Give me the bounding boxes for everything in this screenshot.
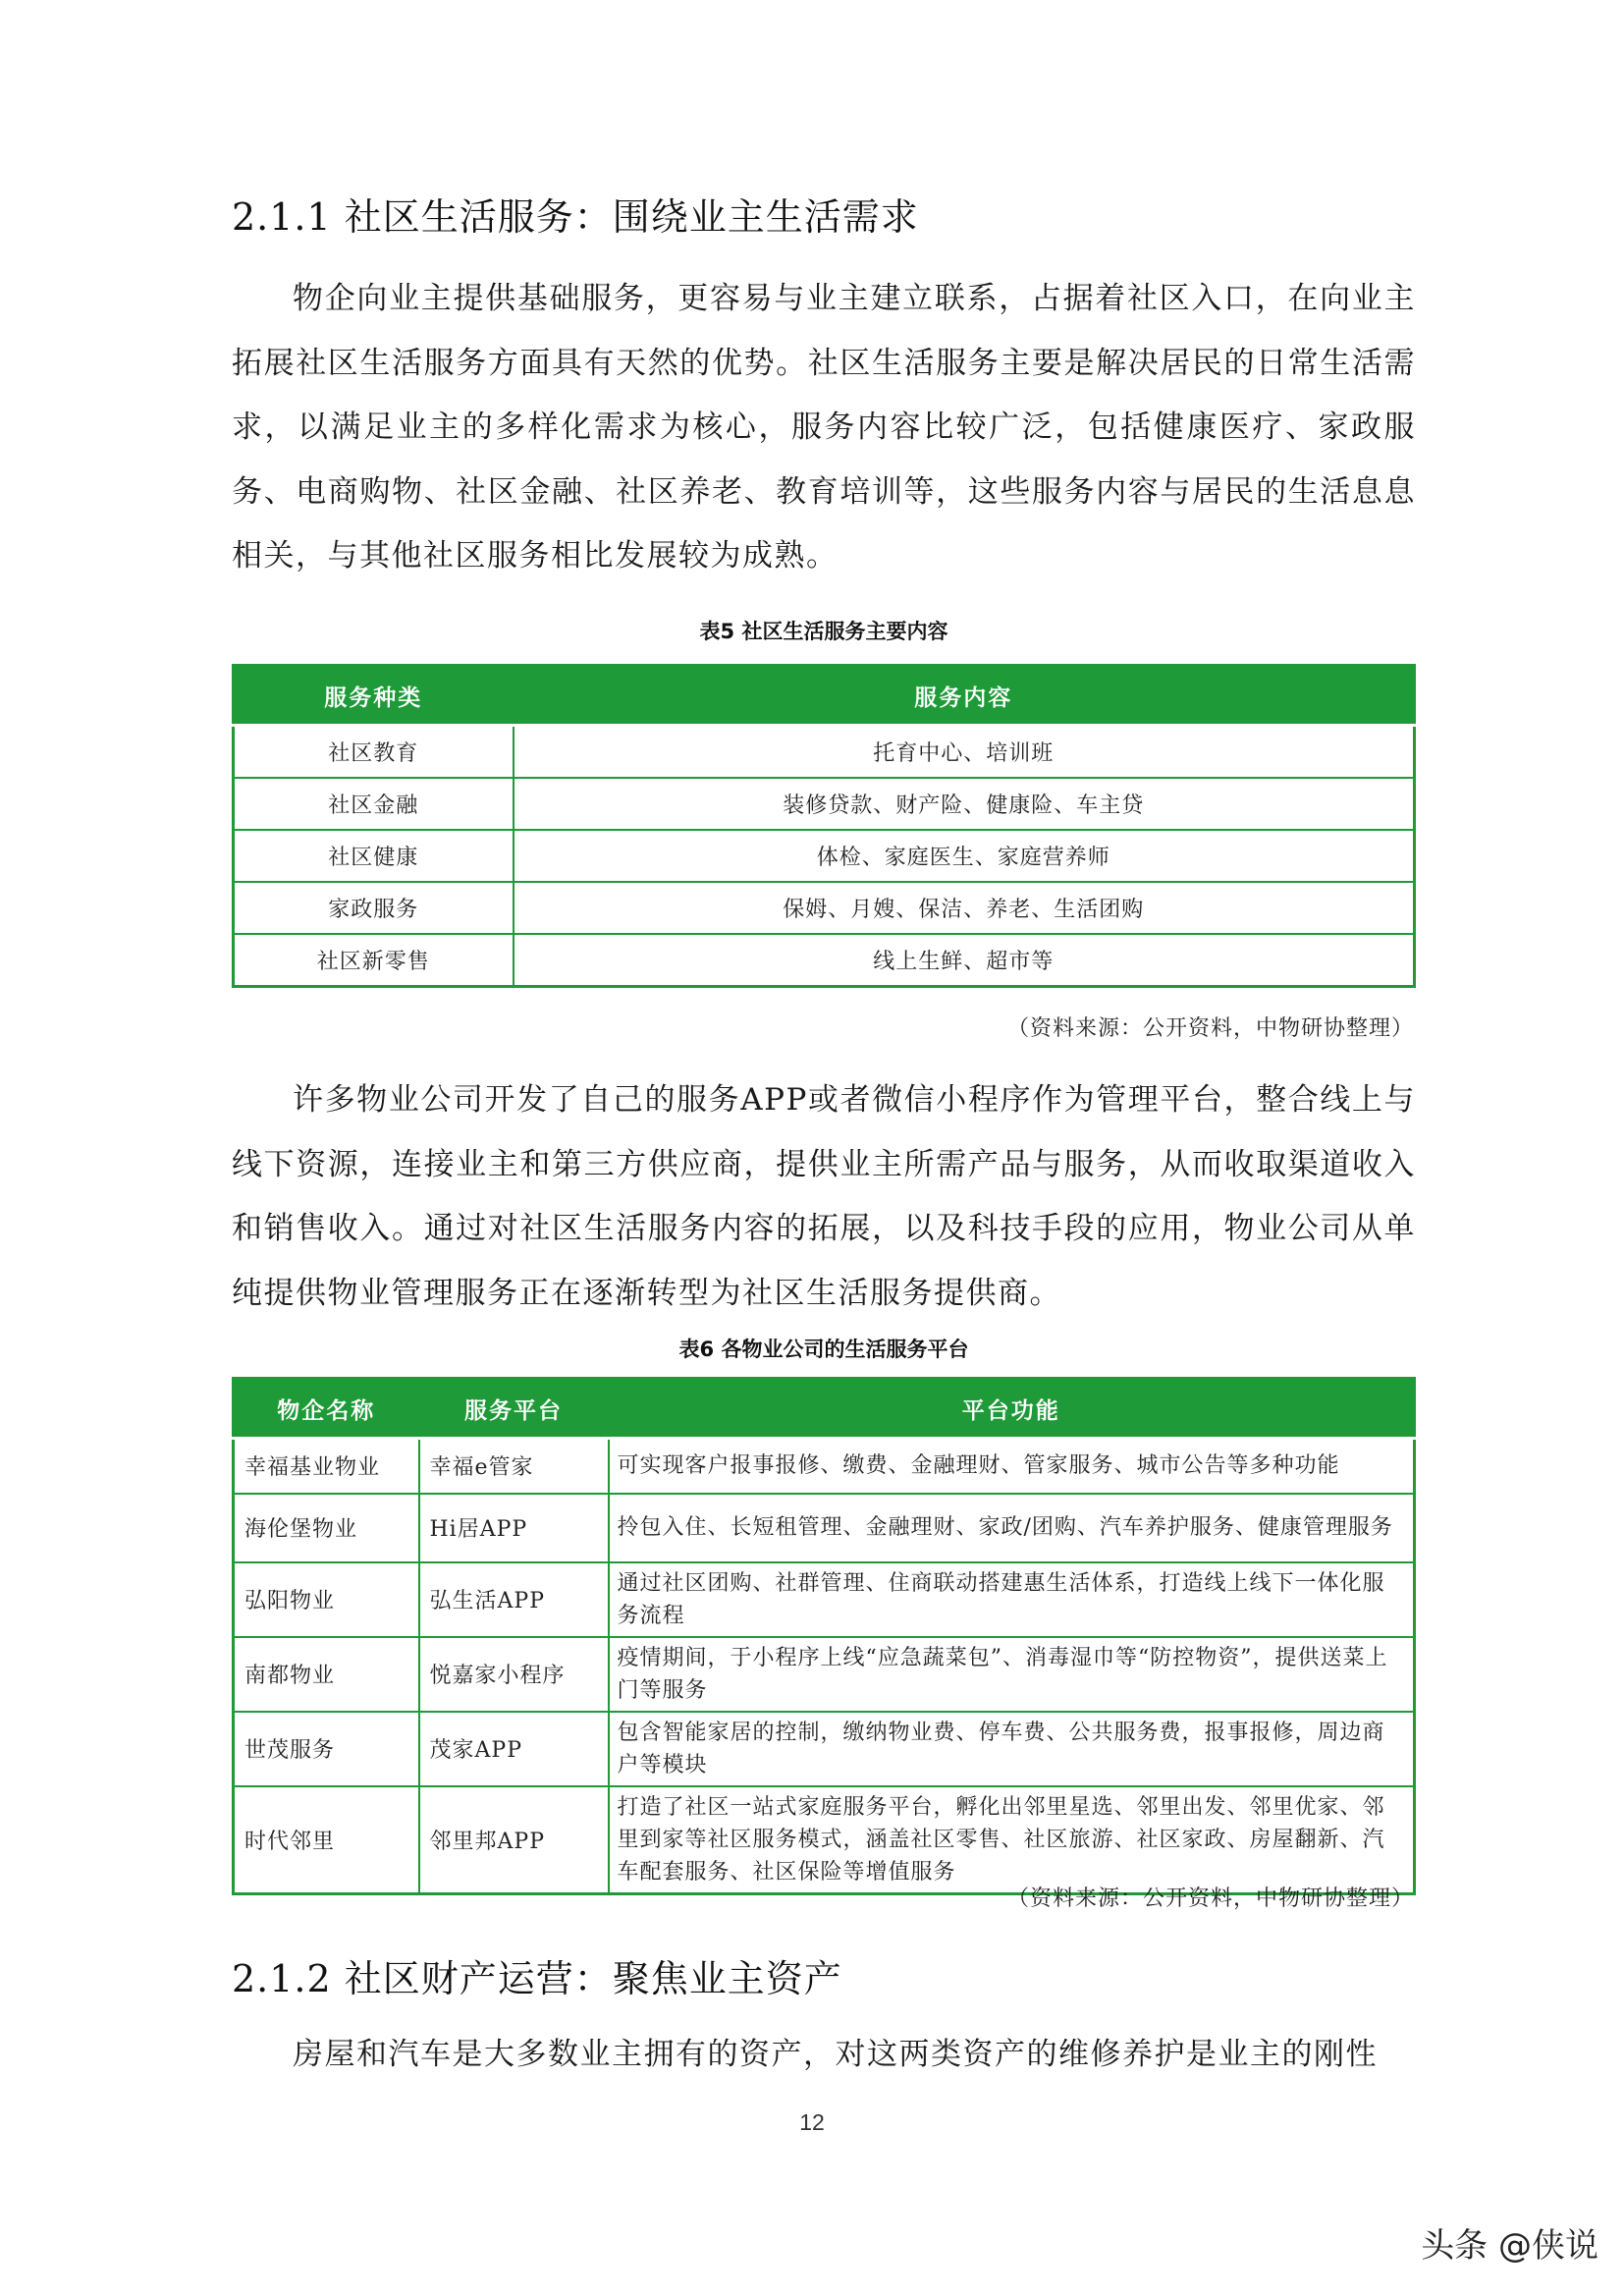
table-cell: Hi居APP [419,1494,609,1562]
table5-community-services [232,664,1416,988]
table-row [234,1786,1415,1894]
table-cell: 邻里邦APP [419,1786,609,1894]
table-cell: 悦嘉家小程序 [419,1637,609,1712]
table-cell: 家政服务 [234,882,514,934]
table-cell: 线上生鲜、超市等 [514,934,1415,987]
table-cell: 弘生活APP [419,1562,609,1637]
table-cell: 社区金融 [234,778,514,830]
table-header-cell: 服务种类 [234,666,514,726]
paragraph-property-operations: 房屋和汽车是大多数业主拥有的资产，对这两类资产的维修养护是业主的刚性 [293,2037,1378,2072]
table-cell: 拎包入住、长短租管理、金融理财、家政/团购、汽车养护服务、健康管理服务 [609,1494,1415,1562]
table-row [234,726,1415,779]
paragraph-community-life-services: 物企向业主提供基础服务，更容易与业主建立联系，占据着社区入口，在向业主拓展社区生活服务方面具有天然的优势。社区生活服务主要是解决居民的日常生活需求，以满足业主的多样化需求为核心，服务内容比较广泛，包括健康医疗、家政服务、电商购物、社区金融、社区养老、教育培训等，这些服务内容与居民的生活息息相关，与其他社区服务相比发展较为成熟。 [232,281,1416,574]
table-cell: 社区新零售 [234,934,514,987]
table-row [234,1712,1415,1786]
watermark-text: 头条 @侠说 [1421,2226,1598,2266]
section-heading-2-1-1: 2.1.1 社区生活服务：围绕业主生活需求 [232,195,919,239]
table-cell: 世茂服务 [234,1712,419,1786]
table-cell: 包含智能家居的控制，缴纳物业费、停车费、公共服务费，报事报修，周边商户等模块 [609,1712,1415,1786]
table-cell: 社区教育 [234,726,514,779]
table-row [234,934,1415,987]
table-cell: 装修贷款、财产险、健康险、车主贷 [514,778,1415,830]
table-row [234,1439,1415,1494]
table-cell: 南都物业 [234,1637,419,1712]
page-number: 12 [799,2109,825,2135]
table-row [234,778,1415,830]
table-cell: 打造了社区一站式家庭服务平台，孵化出邻里星选、邻里出发、邻里优家、邻里到家等社区服务模式，涵盖社区零售、社区旅游、社区家政、房屋翻新、汽车配套服务、社区保险等增值服务 [609,1786,1415,1894]
table-row [234,882,1415,934]
table-header-row [234,1379,1415,1439]
table-cell: 体检、家庭医生、家庭营养师 [514,830,1415,882]
watermark [1421,2218,1598,2267]
table-cell: 通过社区团购、社群管理、住商联动搭建惠生活体系，打造线上线下一体化服务流程 [609,1562,1415,1637]
table6-caption: 表6 各物业公司的生活服务平台 [678,1338,969,1361]
table-header-cell: 服务平台 [419,1379,609,1439]
table-cell: 保姆、月嫂、保洁、养老、生活团购 [514,882,1415,934]
paragraph-service-platforms: 许多物业公司开发了自己的服务APP或者微信小程序作为管理平台，整合线上与线下资源，连接业主和第三方供应商，提供业主所需产品与服务，从而收取渠道收入和销售收入。通过对社区生活服务内容的拓展，以及科技手段的应用，物业公司从单纯提供物业管理服务正在逐渐转型为社区生活服务提供商。 [232,1082,1416,1311]
table-cell: 社区健康 [234,830,514,882]
table-cell: 茂家APP [419,1712,609,1786]
table-cell: 时代邻里 [234,1786,419,1894]
table-header-cell: 平台功能 [609,1379,1415,1439]
table-cell: 托育中心、培训班 [514,726,1415,779]
table-cell: 可实现客户报事报修、缴费、金融理财、管家服务、城市公告等多种功能 [609,1439,1415,1494]
table-header-row [234,666,1415,726]
table-header-cell: 服务内容 [514,666,1415,726]
table-cell: 疫情期间，于小程序上线“应急蔬菜包”、消毒湿巾等“防控物资”，提供送菜上门等服务 [609,1637,1415,1712]
table-cell: 弘阳物业 [234,1562,419,1637]
table-row [234,1562,1415,1637]
table5-source-note: （资料来源：公开资料，中物研协整理） [1006,1016,1414,1041]
table-header-cell: 物企名称 [234,1379,419,1439]
table-cell: 海伦堡物业 [234,1494,419,1562]
table-row [234,830,1415,882]
table-row [234,1637,1415,1712]
table5-caption: 表5 社区生活服务主要内容 [699,620,948,643]
table-cell: 幸福e管家 [419,1439,609,1494]
table-cell: 幸福基业物业 [234,1439,419,1494]
section-heading-2-1-2: 2.1.2 社区财产运营：聚焦业主资产 [232,1957,842,2000]
table-row [234,1494,1415,1562]
table6-service-platforms [232,1377,1416,1895]
table6-source-note: （资料来源：公开资料，中物研协整理） [1006,1886,1414,1911]
